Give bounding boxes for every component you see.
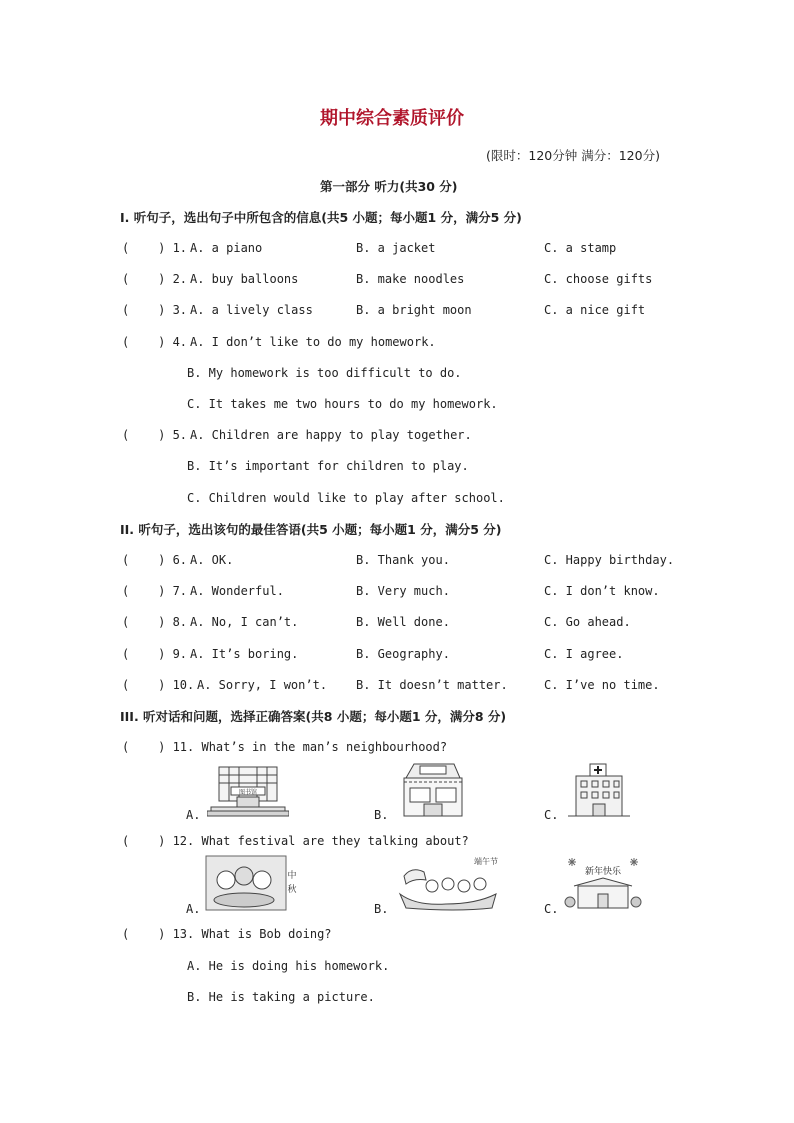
option-c: C. Go ahead.	[544, 615, 631, 629]
library-sign: 图书馆	[238, 789, 258, 796]
answer-bracket[interactable]: ( ) 5.	[122, 428, 188, 442]
page-title: 期中综合素质评价	[320, 108, 464, 129]
option-a: A. a piano	[190, 241, 263, 255]
hospital-building-image[interactable]	[568, 762, 630, 820]
option-a: A. It’s boring.	[190, 647, 299, 661]
option-c-label: C.	[544, 808, 559, 822]
option-c: C. a nice gift	[544, 303, 646, 317]
mid-autumn-sign-2: 秋	[287, 885, 297, 895]
option-a: A. Wonderful.	[190, 584, 284, 598]
answer-bracket[interactable]: ( ) 1.	[122, 241, 188, 255]
option-c-label: C.	[544, 902, 559, 916]
time-limit: (限时：120分钟 满分：120分)	[486, 148, 660, 163]
mid-autumn-festival-image[interactable]	[204, 854, 298, 914]
option-a: A. OK.	[190, 553, 234, 567]
option-b: B. make noodles	[356, 272, 465, 286]
answer-bracket[interactable]: ( ) 10.	[122, 678, 195, 692]
option-b: B. a jacket	[356, 241, 436, 255]
option-c: C. choose gifts	[544, 272, 653, 286]
option-c: C. I agree.	[544, 647, 624, 661]
option-a: A. No, I can’t.	[190, 615, 299, 629]
option-c: C. Children would like to play after school.	[187, 491, 505, 505]
option-a: A. a lively class	[190, 303, 313, 317]
new-year-image[interactable]	[564, 852, 642, 914]
option-b: B. Thank you.	[356, 553, 450, 567]
option-a-label: A.	[186, 808, 201, 822]
option-a-label: A.	[186, 902, 201, 916]
option-b: B. Very much.	[356, 584, 450, 598]
option-a: A. Sorry, I won’t.	[197, 678, 328, 692]
option-c: C. It takes me two hours to do my homework.	[187, 397, 498, 411]
answer-bracket[interactable]: ( ) 6.	[122, 553, 188, 567]
question-12-stem: ( ) 12. What festival are they talking about?	[122, 834, 469, 848]
new-year-sign: 新年快乐	[584, 867, 622, 877]
option-a: A. Children are happy to play together.	[190, 428, 472, 442]
shop-building-image[interactable]	[398, 760, 466, 820]
answer-bracket[interactable]: ( ) 2.	[122, 272, 188, 286]
option-b: B. Well done.	[356, 615, 450, 629]
answer-bracket[interactable]: ( ) 4.	[122, 335, 188, 349]
option-b: B. My homework is too difficult to do.	[187, 366, 462, 380]
section-1-heading: I. 听句子，选出句子中所包含的信息(共5 小题；每小题1 分，满分5 分)	[120, 210, 522, 225]
option-b: B. He is taking a picture.	[187, 990, 375, 1004]
option-b: B. It doesn’t matter.	[356, 678, 508, 692]
option-c: C. I don’t know.	[544, 584, 660, 598]
option-b-label: B.	[374, 902, 389, 916]
mid-autumn-sign-1: 中	[287, 871, 297, 881]
option-c: C. a stamp	[544, 241, 617, 255]
option-c: C. I’ve no time.	[544, 678, 660, 692]
option-a: A. He is doing his homework.	[187, 959, 390, 973]
option-b: B. It’s important for children to play.	[187, 459, 469, 473]
part-title: 第一部分 听力(共30 分)	[320, 179, 458, 194]
dragon-boat-festival-image[interactable]	[396, 854, 502, 914]
question-13-stem: ( ) 13. What is Bob doing?	[122, 927, 332, 941]
option-c: C. Happy birthday.	[544, 553, 675, 567]
question-11-stem: ( ) 11. What’s in the man’s neighbourhood?	[122, 740, 448, 754]
option-a: A. buy balloons	[190, 272, 299, 286]
option-b-label: B.	[374, 808, 389, 822]
answer-bracket[interactable]: ( ) 8.	[122, 615, 188, 629]
dragon-boat-sign: 端午节	[474, 857, 498, 866]
option-b: B. a bright moon	[356, 303, 472, 317]
option-b: B. Geography.	[356, 647, 450, 661]
section-3-heading: III. 听对话和问题，选择正确答案(共8 小题；每小题1 分，满分8 分)	[120, 709, 507, 724]
answer-bracket[interactable]: ( ) 3.	[122, 303, 188, 317]
option-a: A. I don’t like to do my homework.	[190, 335, 436, 349]
answer-bracket[interactable]: ( ) 7.	[122, 584, 188, 598]
answer-bracket[interactable]: ( ) 9.	[122, 647, 188, 661]
library-building-image[interactable]	[207, 763, 289, 819]
section-2-heading: II. 听句子，选出该句的最佳答语(共5 小题；每小题1 分，满分5 分)	[120, 522, 502, 537]
